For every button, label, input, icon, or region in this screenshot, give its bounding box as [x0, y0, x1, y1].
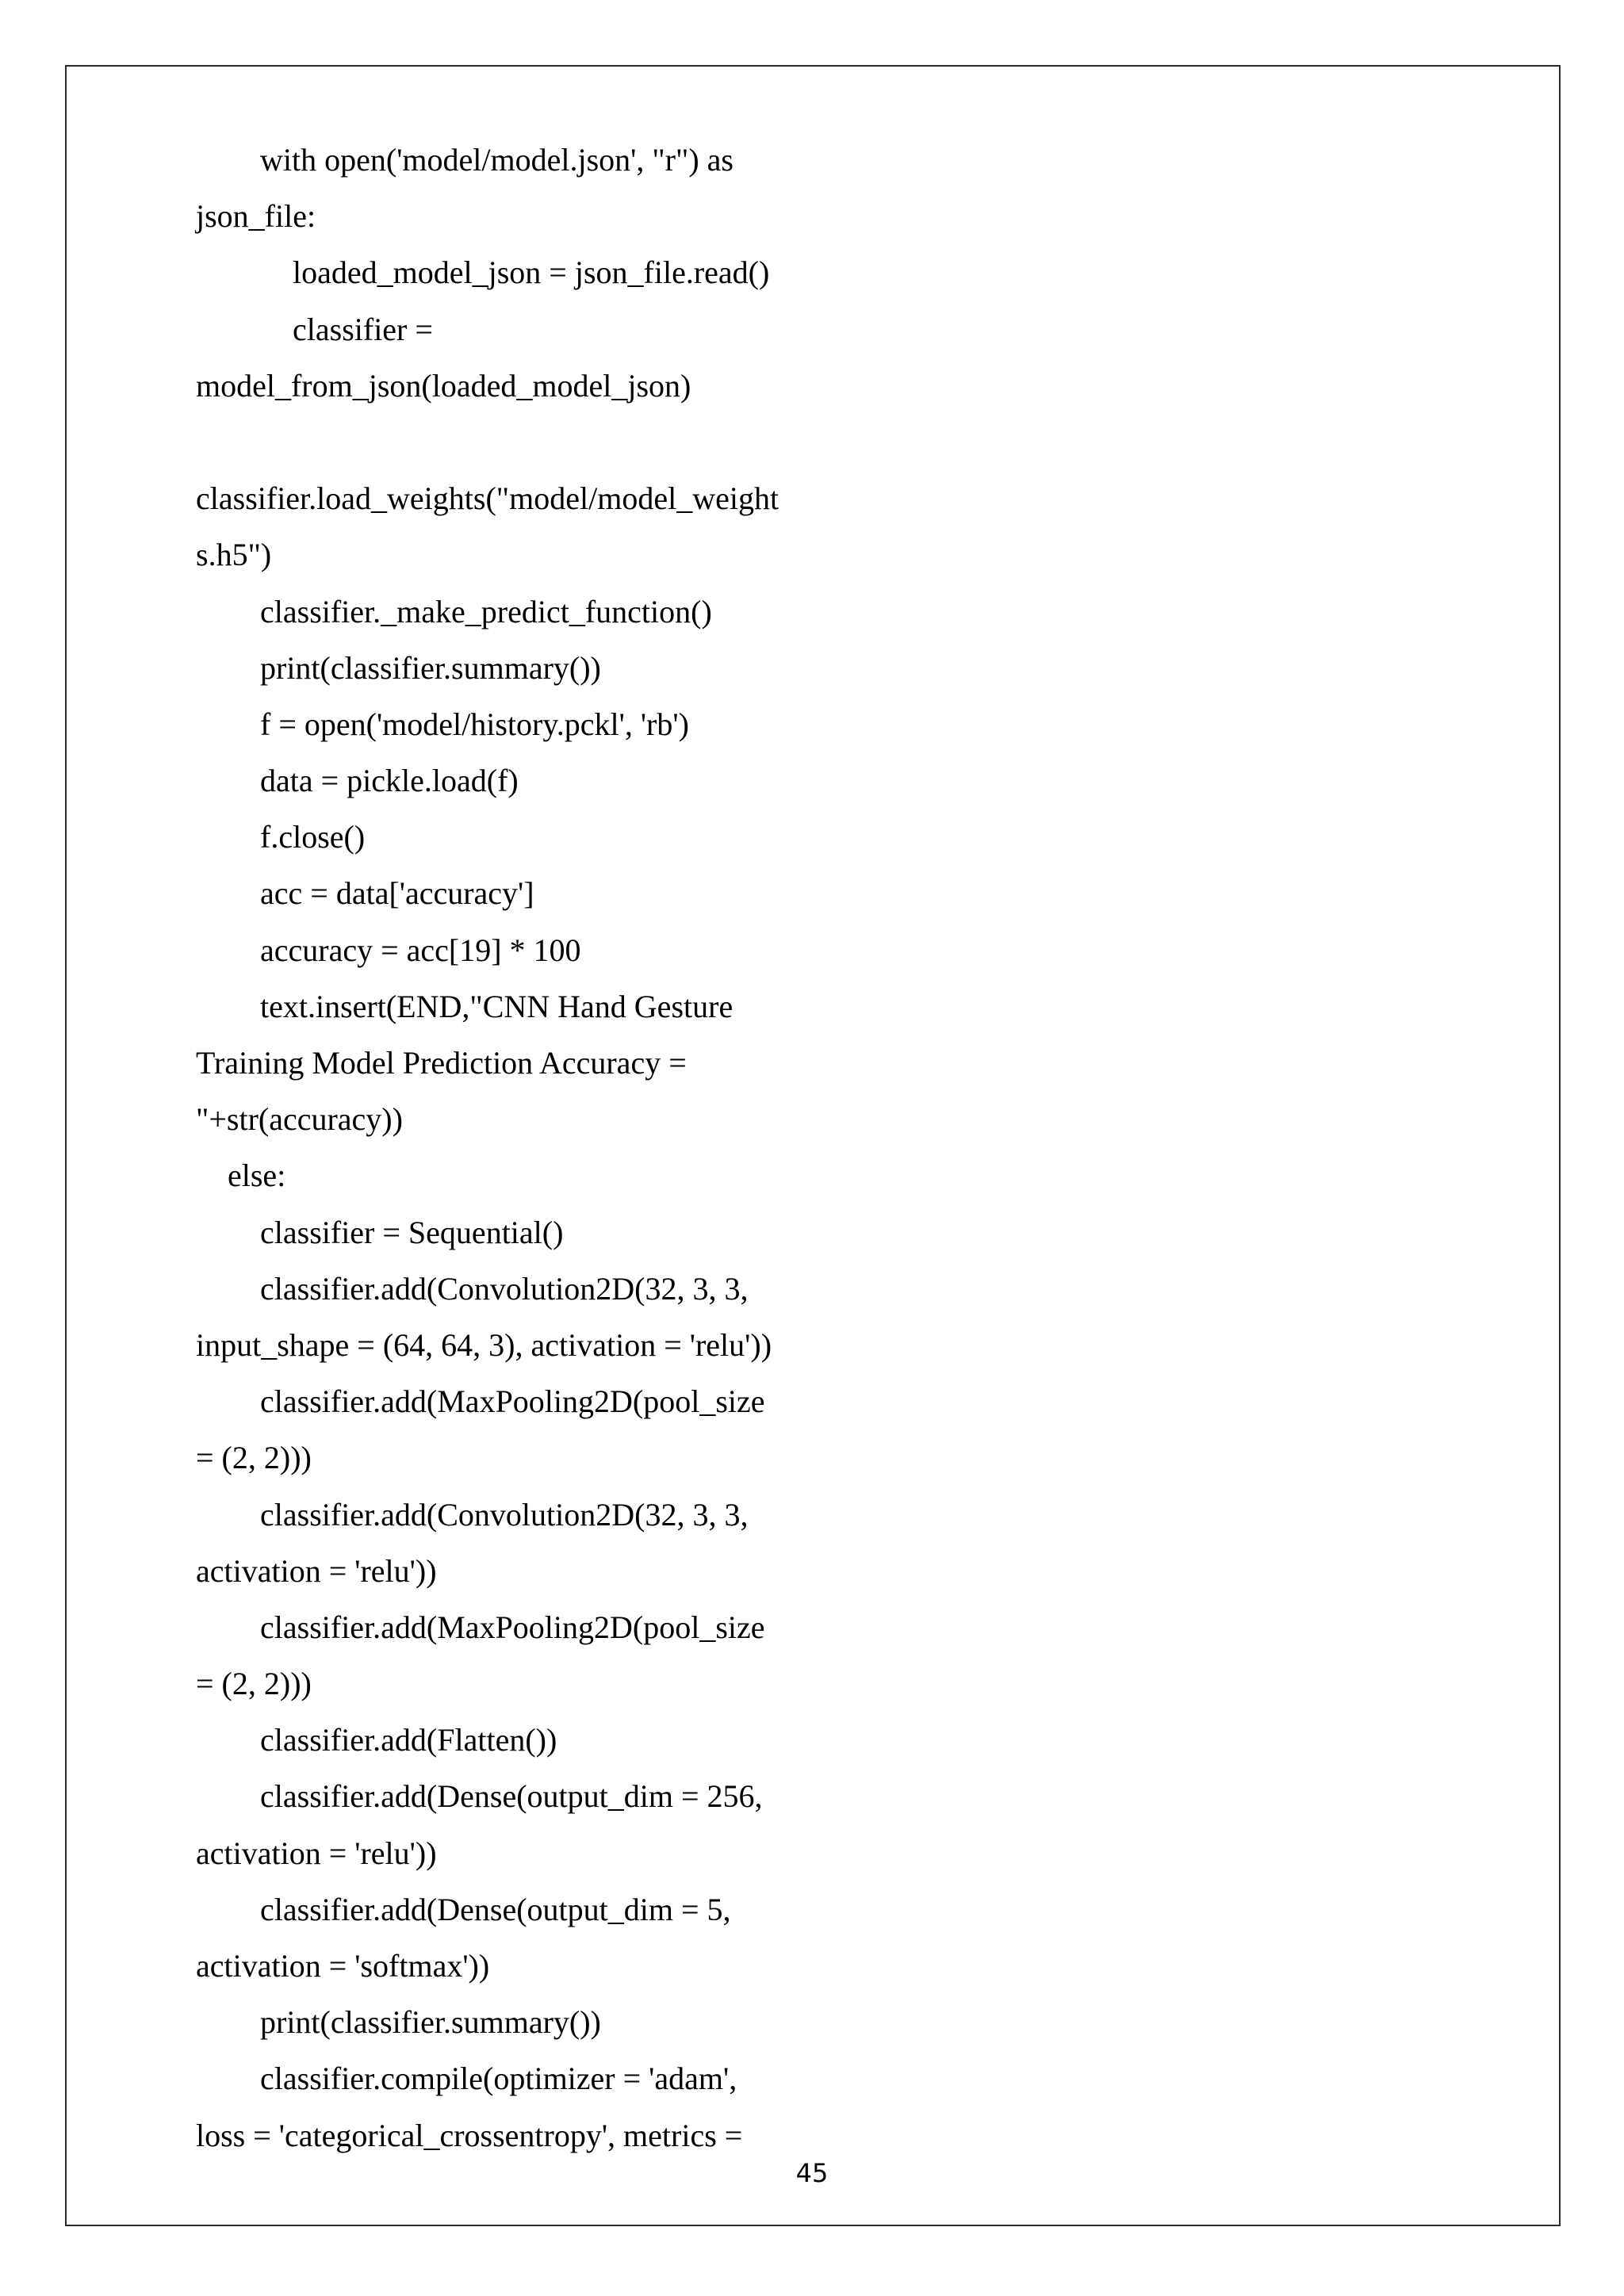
code-line: loaded_model_json = json_file.read(): [293, 254, 770, 291]
code-line: classifier.add(Convolution2D(32, 3, 3,: [260, 1496, 749, 1533]
code-line: print(classifier.summary()): [260, 649, 601, 686]
code-line: classifier = Sequential(): [260, 1214, 564, 1250]
code-line: activation = 'relu')): [196, 1835, 437, 1871]
code-line: model_from_json(loaded_model_json): [196, 367, 691, 404]
code-line: "+str(accuracy)): [196, 1101, 403, 1138]
code-line: classifier.load_weights("model/model_weight: [196, 480, 779, 517]
code-line: f.close(): [260, 819, 366, 855]
code-line: loss = 'categorical_crossentropy', metrics =: [196, 2117, 743, 2153]
code-line: classifier.add(Convolution2D(32, 3, 3,: [260, 1270, 749, 1307]
code-line: classifier.add(Flatten()): [260, 1722, 557, 1758]
code-line: = (2, 2))): [196, 1440, 312, 1476]
code-line: Training Model Prediction Accuracy =: [196, 1045, 687, 1081]
code-listing: [196, 132, 1385, 2164]
code-line: with open('model/model.json', "r") as: [260, 142, 733, 178]
code-line: acc = data['accuracy']: [260, 875, 534, 912]
code-line: = (2, 2))): [196, 1666, 312, 1702]
code-line: else:: [228, 1158, 286, 1194]
code-line: classifier._make_predict_function(): [260, 593, 712, 629]
code-line: print(classifier.summary()): [260, 2004, 601, 2041]
code-line: activation = 'relu')): [196, 1552, 437, 1589]
code-line: s.h5"): [196, 537, 272, 573]
code-line: data = pickle.load(f): [260, 763, 519, 799]
code-line: classifier.add(MaxPooling2D(pool_size: [260, 1383, 765, 1420]
code-line: input_shape = (64, 64, 3), activation = 'relu')): [196, 1326, 772, 1363]
code-line: classifier.add(MaxPooling2D(pool_size: [260, 1609, 765, 1645]
code-line: f = open('model/history.pckl', 'rb'): [260, 706, 689, 742]
blank-line: [196, 414, 1385, 470]
code-line: classifier.add(Dense(output_dim = 5,: [260, 1891, 731, 1927]
code-line: text.insert(END,"CNN Hand Gesture: [260, 988, 733, 1024]
code-line: accuracy = acc[19] * 100: [260, 932, 581, 968]
code-line: json_file:: [196, 198, 316, 235]
code-line: classifier.compile(optimizer = 'adam',: [260, 2061, 737, 2097]
code-line: classifier =: [293, 311, 433, 347]
code-line: activation = 'softmax')): [196, 1948, 490, 1984]
page-number: 45: [795, 2158, 829, 2188]
code-line: classifier.add(Dense(output_dim = 256,: [260, 1778, 763, 1815]
